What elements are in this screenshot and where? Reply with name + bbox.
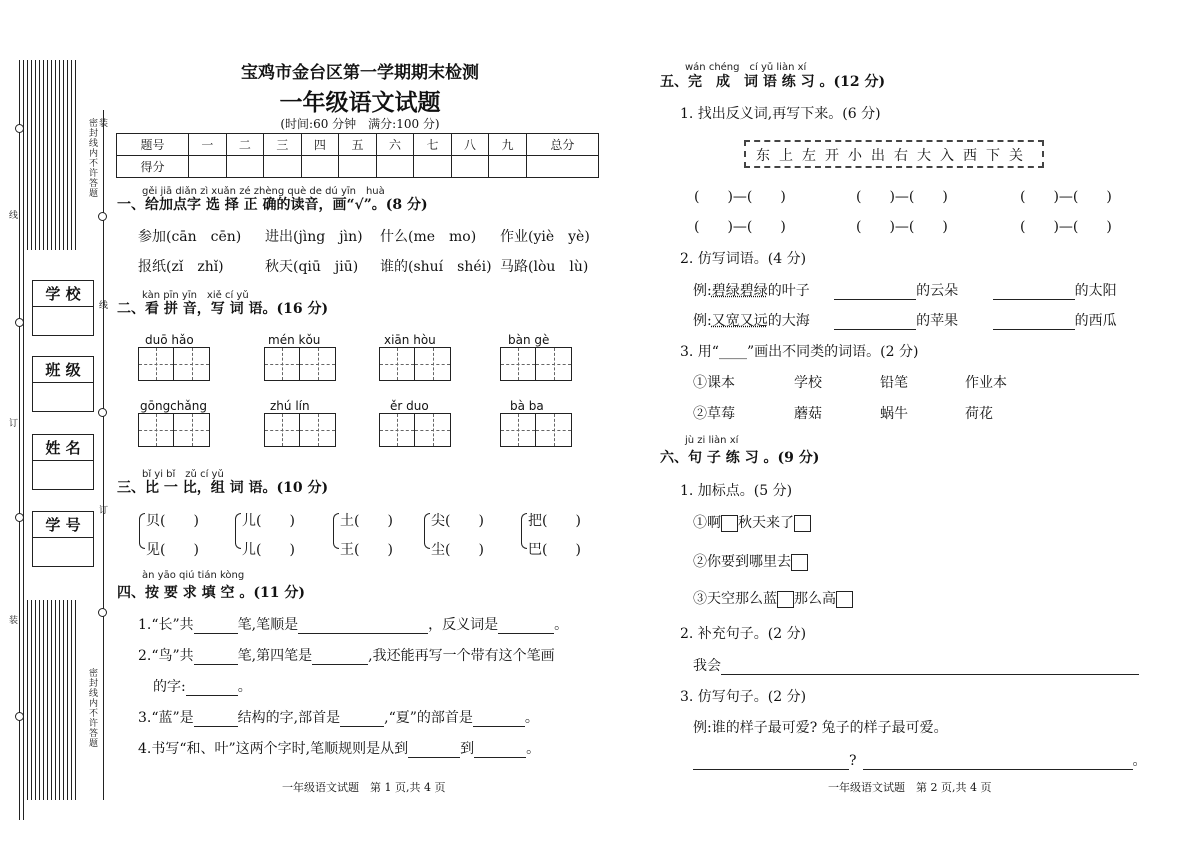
answer-blank[interactable] [194,651,238,665]
q1-option[interactable]: 报纸(zǐ zhǐ) [138,259,224,275]
class-box[interactable] [32,356,94,412]
q1-option[interactable]: 作业(yiè yè) [500,229,590,245]
q4-line-1: 1.“长”共 笔,笔顺是 ，反义词是 。 [138,617,569,633]
q3-word[interactable]: 王( ) [340,542,393,558]
punct-box[interactable] [794,515,811,532]
q5-word[interactable]: ①课本 [693,375,735,391]
score-cell[interactable] [189,156,227,178]
line-mark: 装 [97,118,107,128]
q2-pinyin-word: bàn gè [508,333,550,347]
q6-sub2: 2. 补充句子。(2 分) [680,626,807,642]
writing-grid[interactable] [379,347,451,381]
answer-blank[interactable] [721,661,1139,675]
q1-pinyin: gěi jiā diǎn zì xuǎn zé zhèng què de dú yīn huà [142,186,385,197]
answer-blank[interactable] [993,316,1075,330]
q5-example-2: 例:又宽又远的大海 的苹果 的西瓜 [693,313,1117,329]
q4-pinyin: àn yāo qiú tián kòng [142,570,245,581]
q1-option[interactable]: 秋天(qiū jiū) [265,259,359,275]
q6-example: 例:谁的样子最可爱? 兔子的样子最可爱。 [693,720,948,736]
score-cell[interactable] [264,156,302,178]
exam-info: (时间:60 分钟 满分:100 分) [280,117,440,131]
q2-pinyin-word: bà ba [510,399,544,413]
q3-word[interactable]: 尘( ) [431,542,484,558]
q3-word[interactable]: 把( ) [528,513,581,529]
q3-word[interactable]: 尖( ) [431,513,484,529]
punct-sentence-2: ②你要到哪里去 [693,551,808,571]
writing-grid[interactable] [138,413,210,447]
punct-box[interactable] [721,515,738,532]
antonym-word-box: 东上左开小出右大入西下关 [744,140,1044,168]
antonym-pair[interactable]: ( )—( ) [694,189,786,205]
q4-line-4: 4.书写“和、叶”这两个字时,笔顺规则是从到 到 。 [138,741,541,757]
exam-title: 一年级语文试题 [279,89,441,116]
score-header: 八 [451,134,489,156]
q4-line-2: 2.“鸟”共 笔,第四笔是 ,我还能再写一个带有这个笔画 [138,648,555,664]
school-label: 学 校 [33,281,93,307]
q2-pinyin-word: xiān hòu [384,333,436,347]
q6-sub3: 3. 仿写句子。(2 分) [680,689,807,705]
q1-title: 一、给加点字 选 择 正 确的读音，画“√”。(8 分) [117,197,428,213]
q5-pinyin: wán chéng cí yǔ liàn xí [685,62,807,73]
q2-pinyin: kàn pīn yīn xiě cí yǔ [142,290,249,301]
school-box[interactable] [32,280,94,336]
q1-option[interactable]: 谁的(shuí shéi) [380,259,492,275]
score-header: 七 [414,134,452,156]
q4-line-3: 3.“蓝”是 结构的字,部首是 ,“夏”的部首是 。 [138,710,539,726]
q1-option[interactable]: 进出(jìng jìn) [265,229,363,245]
student-id-label: 学 号 [33,512,93,538]
writing-grid[interactable] [500,347,572,381]
q5-sub1: 1. 找出反义词,再写下来。(6 分) [680,106,881,122]
answer-blank[interactable] [186,682,238,696]
q1-option[interactable]: 什么(me mo) [380,229,477,245]
q3-word[interactable]: 贝( ) [146,513,199,529]
q5-word[interactable]: 蘑菇 [794,406,822,422]
answer-blank[interactable] [993,286,1075,300]
punct-box[interactable] [836,591,853,608]
imitate-sentence: ? 。 [693,750,1147,770]
score-header: 总分 [526,134,598,156]
answer-blank[interactable] [194,713,238,727]
score-header: 六 [376,134,414,156]
q5-word[interactable]: 铅笔 [880,375,908,391]
answer-blank[interactable] [340,713,384,727]
antonym-pair[interactable]: ( )—( ) [1020,219,1112,235]
answer-blank[interactable] [693,756,849,770]
antonym-pair[interactable]: ( )—( ) [1020,189,1112,205]
q1-option[interactable]: 马路(lòu lù) [500,259,589,275]
q4-title: 四、按 要 求 填 空 。(11 分) [117,585,305,601]
score-cell[interactable] [526,156,598,178]
q5-word[interactable]: 荷花 [965,406,993,422]
score-header: 三 [264,134,302,156]
binding-hole [98,408,107,417]
binding-margin [0,0,110,849]
brace [521,513,527,549]
student-id-box[interactable] [32,511,94,567]
q5-word[interactable]: ②草莓 [693,406,735,422]
writing-grid[interactable] [138,347,210,381]
brace [235,513,241,549]
seal-note: 密封线内不许答题 [87,118,97,198]
q2-pinyin-word: gōngchǎng [140,399,207,413]
brace [333,513,339,549]
answer-blank[interactable] [834,316,916,330]
footer-right: 一年级语文试题 第 2 页,共 4 页 [828,781,992,794]
q5-word[interactable]: 蜗牛 [880,406,908,422]
score-header: 二 [226,134,264,156]
q3-word[interactable]: 土( ) [340,513,393,529]
complete-sentence: 我会 [693,655,1139,675]
score-cell[interactable] [414,156,452,178]
writing-grid[interactable] [500,413,572,447]
answer-blank[interactable] [473,713,525,727]
answer-blank[interactable] [474,744,526,758]
exam-subtitle: 宝鸡市金台区第一学期期末检测 [241,63,479,83]
writing-grid[interactable] [264,413,336,447]
q3-word[interactable]: 儿( ) [242,542,295,558]
q6-title: 六、句 子 练 习 。(9 分) [660,450,820,466]
q3-title: 三、比 一 比，组 词 语。(10 分) [117,480,329,496]
q5-title: 五、完 成 词 语 练 习 。(12 分) [660,74,886,90]
footer-left: 一年级语文试题 第 1 页,共 4 页 [282,781,446,794]
line-mark: 线 [7,210,17,220]
q2-title: 二、看 拼 音，写 词 语。(16 分) [117,301,329,317]
score-cell[interactable] [489,156,527,178]
line-mark: 订 [97,505,107,515]
q2-pinyin-word: duō hǎo [145,333,194,347]
q3-word[interactable]: 见( ) [146,542,199,558]
antonym-pair[interactable]: ( )—( ) [856,189,948,205]
antonym-pair[interactable]: ( )—( ) [856,219,948,235]
score-row-label: 得分 [117,156,189,178]
brace [424,513,430,549]
writing-grid[interactable] [379,413,451,447]
score-header: 九 [489,134,527,156]
writing-grid[interactable] [264,347,336,381]
q6-pinyin: jù zi liàn xí [685,435,739,446]
score-header: 题号 [117,134,189,156]
q5-word[interactable]: 学校 [794,375,822,391]
punct-sentence-1: ①啊 秋天来了 [693,512,811,532]
brace [139,513,145,549]
antonym-pair[interactable]: ( )—( ) [694,219,786,235]
seal-note: 密封线内不许答题 [87,668,97,748]
answer-blank[interactable] [408,744,460,758]
answer-blank[interactable] [194,620,238,634]
answer-blank[interactable] [863,756,1133,770]
binding-hole [98,212,107,221]
answer-blank[interactable] [834,286,916,300]
score-header: 一 [189,134,227,156]
name-box[interactable] [32,434,94,490]
answer-blank[interactable] [298,620,428,634]
q6-sub1: 1. 加标点。(5 分) [680,483,793,499]
line-mark: 线 [97,300,107,310]
answer-blank[interactable] [498,620,554,634]
binding-hole [15,318,24,327]
answer-blank[interactable] [312,651,368,665]
q3-pinyin: bǐ yi bǐ zǔ cí yǔ [142,469,224,480]
q5-example-1: 例:碧绿碧绿的叶子 的云朵 的太阳 [693,283,1117,299]
score-cell[interactable] [339,156,377,178]
line-mark: 装 [7,615,17,625]
line-mark: 订 [7,418,17,428]
binding-hole [15,124,24,133]
score-cell[interactable] [301,156,339,178]
score-header: 五 [339,134,377,156]
q1-option[interactable]: 参加(cān cēn) [138,229,242,245]
name-label: 姓 名 [33,435,93,461]
q5-sub3: 3. 用“____”画出不同类的词语。(2 分) [680,344,919,360]
binding-hole [15,513,24,522]
q2-pinyin-word: zhú lín [270,399,310,413]
class-label: 班 级 [33,357,93,383]
punct-box[interactable] [777,591,794,608]
q3-word[interactable]: 儿( ) [242,513,295,529]
punct-sentence-3: ③天空那么蓝 那么高 [693,588,853,608]
q2-pinyin-word: ěr duo [390,399,429,413]
score-header: 四 [301,134,339,156]
binding-hole [98,608,107,617]
score-cell[interactable] [226,156,264,178]
score-table [116,133,599,178]
punct-box[interactable] [791,554,808,571]
score-cell[interactable] [451,156,489,178]
q2-pinyin-word: mén kǒu [268,333,321,347]
q4-line-2b: 的字: 。 [153,679,252,695]
q5-sub2: 2. 仿写词语。(4 分) [680,251,807,267]
q3-word[interactable]: 巴( ) [528,542,581,558]
score-cell[interactable] [376,156,414,178]
q5-word[interactable]: 作业本 [965,375,1007,391]
binding-hole [15,712,24,721]
